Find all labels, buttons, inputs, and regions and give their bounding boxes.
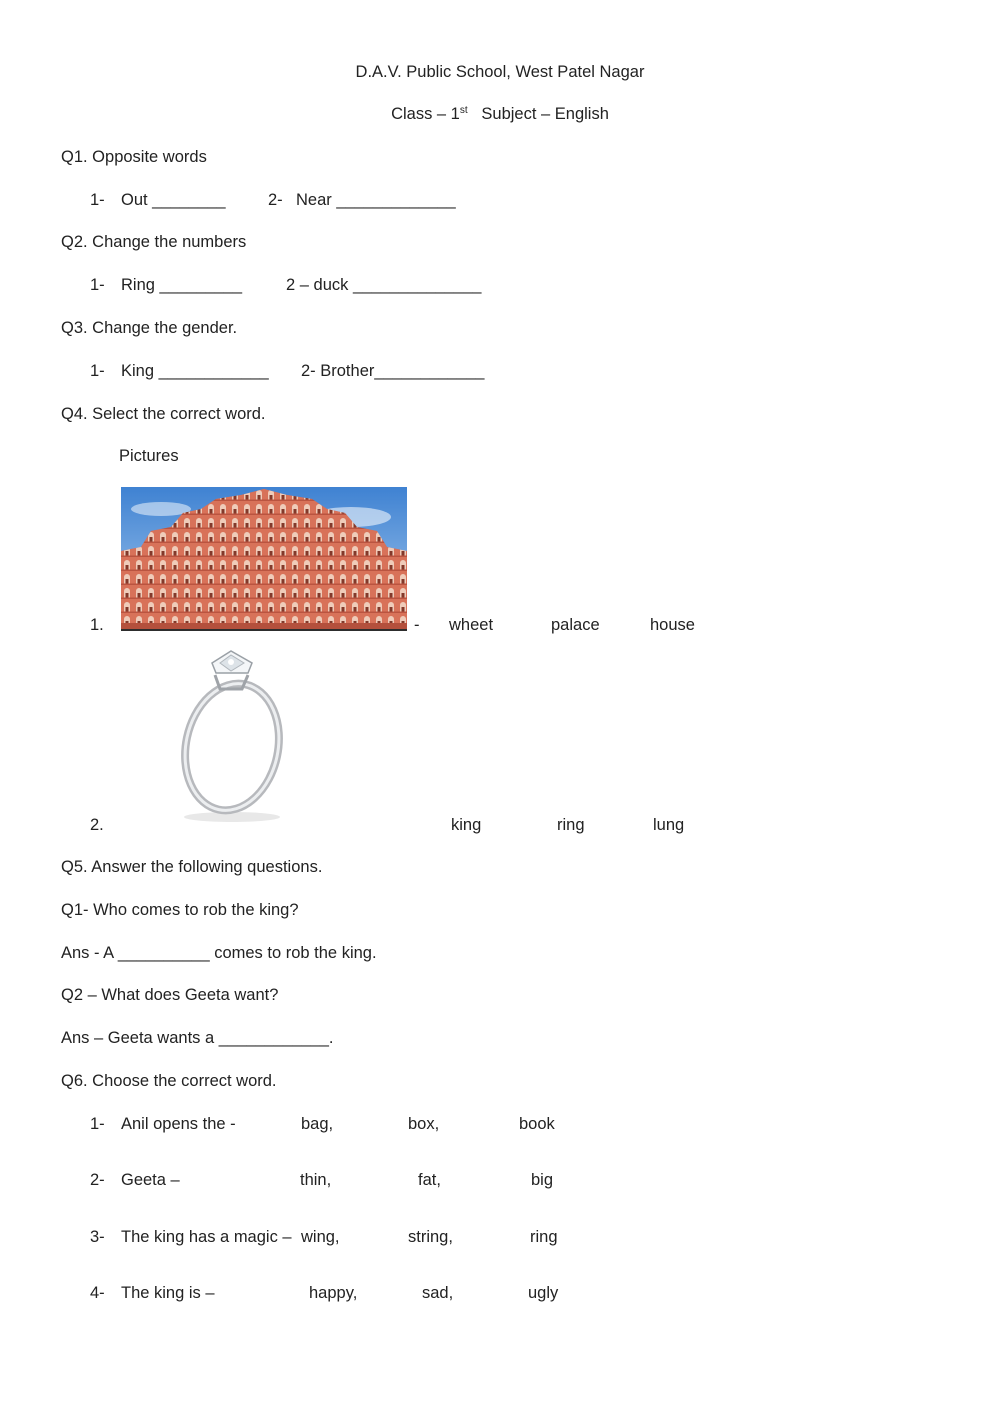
school-title: D.A.V. Public School, West Patel Nagar (355, 63, 645, 81)
palace-illustration (121, 487, 407, 631)
q4-item2-number: 2. (90, 816, 104, 834)
q4-item1-dash: - (414, 616, 420, 634)
q4-item1-option-palace: palace (551, 616, 600, 634)
subject-label: Subject – English (481, 105, 609, 123)
q4-item1-option-house: house (650, 616, 695, 634)
q6-row4-stem: The king is – (121, 1284, 215, 1302)
q6-row1-option-1: bag, (301, 1115, 334, 1133)
q4-item1-option-wheet: wheet (449, 616, 494, 634)
q2-item1-number: 1- (90, 276, 105, 294)
q6-row1-stem: Anil opens the - (121, 1115, 236, 1133)
q3-item2-text: 2- Brother____________ (301, 362, 485, 380)
palace-picture (121, 487, 407, 631)
q2-item1-text: Ring _________ (121, 276, 243, 294)
ring-illustration (160, 645, 300, 830)
q4-item1-number: 1. (90, 616, 104, 634)
q6-row2-stem: Geeta – (121, 1171, 180, 1189)
q6-row1-option-3: book (519, 1115, 555, 1133)
q3-title: Q3. Change the gender. (61, 319, 238, 337)
q3-item1-number: 1- (90, 362, 105, 380)
q6-row3-option-1: wing, (301, 1228, 340, 1246)
q2-title: Q2. Change the numbers (61, 233, 247, 251)
q4-item2-option-king: king (451, 816, 482, 834)
q6-row3-number: 3- (90, 1228, 105, 1246)
q6-row2-option-3: big (531, 1171, 554, 1189)
q5-title: Q5. Answer the following questions. (61, 858, 323, 876)
class-superscript: st (459, 105, 468, 116)
q5-question-1: Q1- Who comes to rob the king? (61, 901, 299, 919)
q5-answer-2: Ans – Geeta wants a ____________. (61, 1029, 334, 1047)
q6-title: Q6. Choose the correct word. (61, 1072, 277, 1090)
q6-row4-number: 4- (90, 1284, 105, 1302)
q6-row1-number: 1- (90, 1115, 105, 1133)
q6-row3-option-2: string, (408, 1228, 453, 1246)
q2-item2-text: 2 – duck ______________ (286, 276, 482, 294)
q1-title: Q1. Opposite words (61, 148, 207, 166)
q1-item2-number: 2- (268, 191, 283, 209)
q6-row2-number: 2- (90, 1171, 105, 1189)
q1-item1-number: 1- (90, 191, 105, 209)
q6-row4-option-2: sad, (422, 1284, 454, 1302)
q4-title: Q4. Select the correct word. (61, 405, 266, 423)
q4-item2-option-lung: lung (653, 816, 685, 834)
class-subject-line (0, 106, 1000, 123)
q5-answer-1: Ans - A __________ comes to rob the king. (61, 944, 377, 962)
ring-picture (160, 645, 300, 830)
q6-row4-option-1: happy, (309, 1284, 358, 1302)
q6-row3-stem: The king has a magic – (121, 1228, 292, 1246)
q6-row3-option-3: ring (530, 1228, 558, 1246)
q6-row4-option-3: ugly (528, 1284, 559, 1302)
q6-row2-option-1: thin, (300, 1171, 332, 1189)
q1-item1-text: Out ________ (121, 191, 226, 209)
q3-item1-text: King ____________ (121, 362, 269, 380)
q4-item2-option-ring: ring (557, 816, 585, 834)
class-label: Class – 1 (391, 105, 460, 123)
q1-item2-text: Near _____________ (296, 191, 456, 209)
q6-row1-option-2: box, (408, 1115, 440, 1133)
q6-row2-option-2: fat, (418, 1171, 441, 1189)
q5-question-2: Q2 – What does Geeta want? (61, 986, 279, 1004)
pictures-label: Pictures (119, 447, 179, 465)
